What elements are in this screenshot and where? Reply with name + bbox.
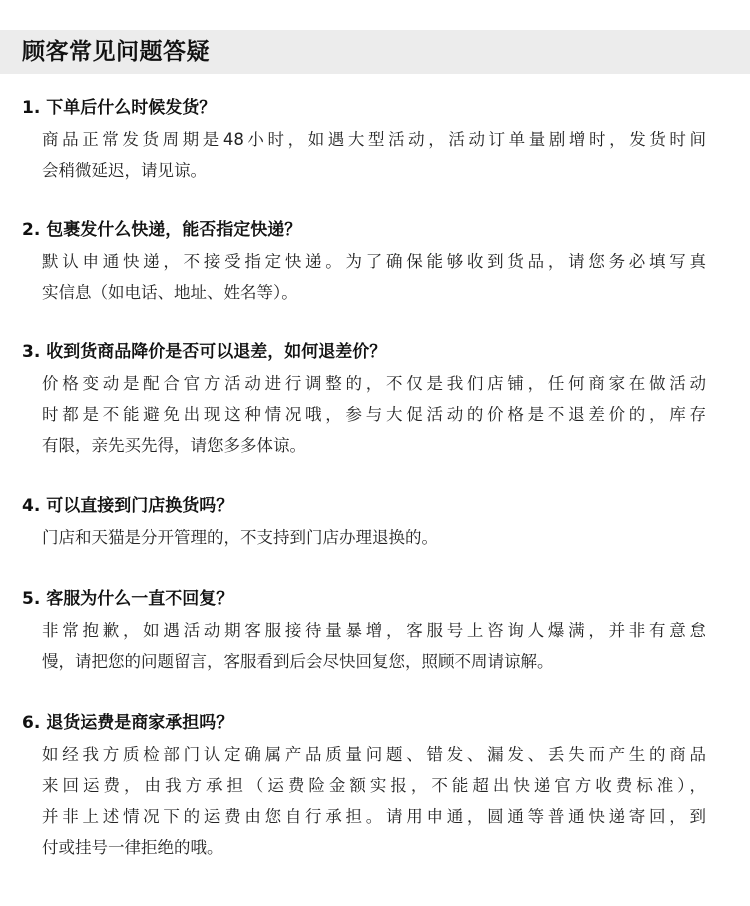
faq-answer-line: 有限，亲先买先得，请您多多体谅。 [42, 436, 306, 455]
faq-answer-line: 非常抱歉，如遇活动期客服接待量暴增，客服号上咨询人爆满，并非有意怠 [42, 621, 706, 640]
faq-answer-line: 商品正常发货周期是48小时，如遇大型活动，活动订单量剧增时，发货时间 [42, 130, 706, 149]
faq-answer-line: 并非上述情况下的运费由您自行承担。请用申通，圆通等普通快递寄回，到 [42, 807, 706, 826]
faq-answer [42, 739, 706, 863]
faq-answer-line: 来回运费，由我方承担（运费险金额实报，不能超出快递官方收费标准）， [42, 776, 706, 795]
faq-question: 3. 收到货商品降价是否可以退差，如何退差价？ [22, 342, 387, 362]
header-bar [0, 30, 750, 74]
faq-answer-line: 会稍微延迟，请见谅。 [42, 161, 207, 180]
faq-question: 1. 下单后什么时候发货？ [22, 98, 217, 118]
page-title: 顾客常见问题答疑 [22, 39, 210, 65]
faq-answer [42, 368, 706, 461]
faq-answer-line: 时都是不能避免出现这种情况哦，参与大促活动的价格是不退差价的，库存 [42, 405, 706, 424]
faq-question: 5. 客服为什么一直不回复？ [22, 589, 234, 609]
faq-answer-line: 如经我方质检部门认定确属产品质量问题、错发、漏发、丢失而产生的商品 [42, 745, 706, 764]
faq-question: 4. 可以直接到门店换货吗？ [22, 496, 234, 516]
faq-answer [42, 124, 706, 186]
faq-answer-line: 付或挂号一律拒绝的哦。 [42, 838, 224, 857]
faq-answer-line: 价格变动是配合官方活动进行调整的，不仅是我们店铺，任何商家在做活动 [42, 374, 706, 393]
faq-question: 6. 退货运费是商家承担吗？ [22, 713, 234, 733]
faq-answer-line: 默认申通快递，不接受指定快递。为了确保能够收到货品，请您务必填写真 [42, 252, 706, 271]
faq-answer [42, 522, 706, 553]
faq-answer [42, 615, 706, 677]
faq-question: 2. 包裹发什么快递，能否指定快递？ [22, 220, 302, 240]
faq-answer [42, 246, 706, 308]
faq-answer-line: 实信息（如电话、地址、姓名等）。 [42, 283, 298, 302]
faq-answer-line: 慢，请把您的问题留言，客服看到后会尽快回复您，照顾不周请谅解。 [42, 652, 554, 671]
faq-answer-line: 门店和天猫是分开管理的，不支持到门店办理退换的。 [42, 528, 438, 547]
